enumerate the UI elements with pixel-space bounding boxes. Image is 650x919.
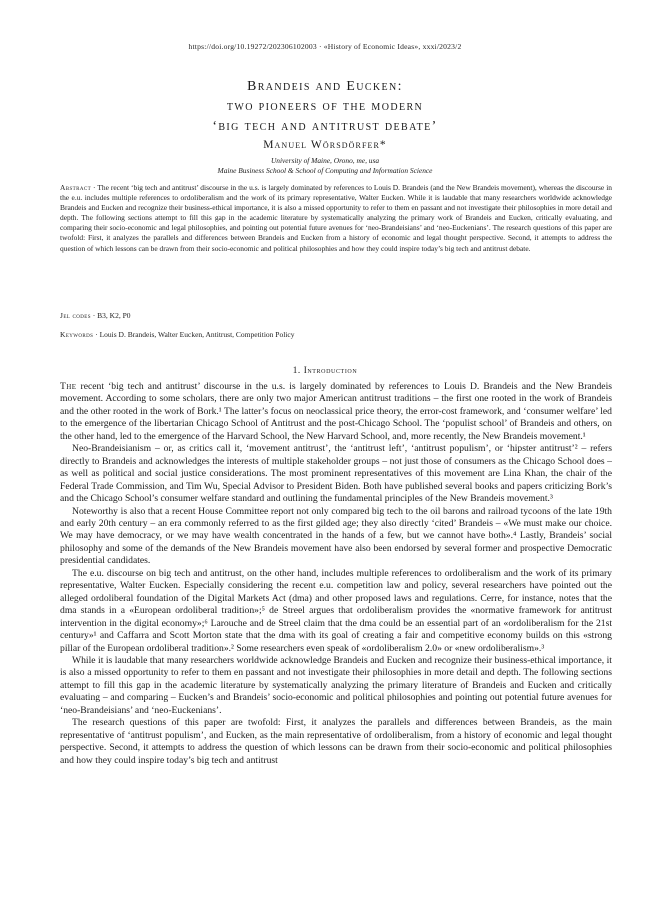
body-text xyxy=(60,381,612,767)
jel-label: Jel codes xyxy=(60,311,91,320)
keywords-text: · Louis D. Brandeis, Walter Eucken, Antitrust, Competition Policy xyxy=(93,330,295,339)
section-heading: 1. Introduction xyxy=(292,365,358,375)
abstract-text: · The recent ‘big tech and antitrust’ discourse in the u.s. is largely dominated by references to Louis D. Brandeis (and the New Brandeis movement), whereas the discourse in the e.u. includes multiple references to ordoliberalism and the work of its primary representative, Walter Eucken. While it is laudable that many researchers worldwide acknowledge Brandeis and Eucken and recognize their business-ethical importance, it is also a missed opportunity to refer to them en passant and not investigate their philosophies in more detail and depth. The following sections attempt to fill this gap in the academic literature by systematically analyzing the primary work of Brandeis and Eucken, critically evaluating, and comparing their socio-economic and legal philosophies, and pointing out potential future avenues for ‘neo-Brandeisians’ and ‘neo-Euckenians’. The research questions of this paper are twofold: First, it analyzes the parallels and differences between Brandeis and Eucken from a history of economic and legal thought perspective. Second, it attempts to address the question of which lessons can be drawn from their socio-economic and political philosophies and how they could inspire today’s big tech and antitrust debate. xyxy=(60,183,612,253)
paragraph-4: The e.u. discourse on big tech and antitrust, on the other hand, includes multiple references to ordoliberalism and the work of its primary representative, Walter Eucken. Especially considering the recent e.u. competition law and policy, several researchers have pointed out the alleged ordoliberal foundation of the Digital Markets Act (dma) and other proposed laws and regulations. Cerre, for instance, notes that the dma stands in a «European ordoliberal tradition»;⁵ de Streel argues that ordoliberalism provides the «normative framework for antitrust intervention in the digital economy»;⁶ Larouche and de Streel claim that the dma could be an essential part of an «ordoliberalism for the 21st century»¹ and Caffarra and Scott Morton state that the dma with its goal of creating a fair and competitive economy builds on this «strong pillar of the European ordoliberal tradition».² Some researchers even speak of «ordoliberalism 2.0» or «new ordoliberalism».³ xyxy=(60,567,612,654)
paragraph-5: While it is laudable that many researchers worldwide acknowledge Brandeis and Eucken and recognize their business-ethical importance, it is also a missed opportunity to refer to them en passant and not investigate their philosophies in more detail and depth. The following sections attempt to fill this gap in the academic literature by systematically analyzing the primary literature of Brandeis and Eucken and critically evaluating – and comparing – Eucken’s and Brandeis’ socio-economic and political philosophies and pointing out potential future avenues for ‘neo-Brandeisians’ and ‘neo-Euckenians’. xyxy=(60,654,612,716)
title-line-1: Brandeis and Eucken: xyxy=(247,78,403,93)
title-line-3: ‘big tech and antitrust debate’ xyxy=(212,118,438,133)
paragraph-1-text: recent ‘big tech and antitrust’ discourse in the u.s. is largely dominated by references to Louis D. Brandeis and the New Brandeis movement. According to some scholars, there are only two major American antitrust traditions – the first one rooted in the work of Brandeis and the other rooted in the work of Bork.¹ The latter’s focus on neoclassical price theory, the error-cost framework, and ‘consumer welfare’ led to the emergence of the libertarian Chicago School of Antitrust and the post-Chicago School. The ‘populist school’ of Brandeis and others, on the other hand, led to the emergence of the Harvard School, the New Harvard School, and, more recently, the New Brandeis movement.¹ xyxy=(60,381,612,442)
abstract xyxy=(60,183,612,254)
title-line-2: two pioneers of the modern xyxy=(226,98,424,113)
paragraph-3: Noteworthy is also that a recent House Committee report not only compared big tech to the oil barons and railroad tycoons of the late 19th and early 20th century – an era commonly referred to as the first gilded age; they also directly ‘cited’ Brandeis – «We must make our choice. We may have democracy, or we may have wealth concentrated in the hands of a few, but we cannot have both».⁴ Lastly, Brandeis’ social philosophy and some of the demands of the New Brandeis movement have also been endorsed by several former and prospective Democratic presidential candidates. xyxy=(60,505,612,567)
paragraph-2: Neo-Brandeisianism – or, as critics call it, ‘movement antitrust’, the ‘antitrust left’, ‘antitrust populism’, or ‘hipster antitrust’² – refers directly to Brandeis and acknowledges the interests of multiple stakeholder groups – not just those of consumers as the Chicago School does – as well as political and social justice considerations. The most prominent representatives of this movement are Lina Khan, the chair of the Federal Trade Commission, and Tim Wu, Special Advisor to President Biden. Both have published several books and papers criticizing Bork’s and the Chicago School’s consumer welfare standard and outlining the fundamental principles of the New Brandeis movement.³ xyxy=(60,443,612,505)
affiliation-university: University of Maine, Orono, me, usa xyxy=(270,156,380,165)
jel-codes xyxy=(60,311,612,320)
keywords xyxy=(60,330,612,339)
paragraph-1-lead: The xyxy=(60,381,77,392)
abstract-label: Abstract xyxy=(60,183,92,192)
jel-text: · B3, K2, P0 xyxy=(90,311,131,320)
paragraph-6: The research questions of this paper are twofold: First, it analyzes the parallels and differences between Brandeis, as the main representative of ‘antitrust populism’, and Eucken, as the main representative of ordoliberalism, from a history of economic and legal thought perspective. Second, it attempts to address the question of which lessons can be drawn from their socio-economic and political philosophies and how they could inspire today’s big tech and antitrust xyxy=(60,717,612,766)
keywords-label: Keywords xyxy=(60,330,94,339)
affiliation-school: Maine Business School & School of Computing and Information Science xyxy=(217,166,433,175)
running-head: https://doi.org/10.19272/202306102003 · «History of Economic Ideas», xxxi/2023/2 xyxy=(188,42,462,51)
paragraph-1 xyxy=(60,381,612,443)
article-title xyxy=(0,76,650,136)
author-name: Manuel Wörsdörfer* xyxy=(263,139,387,151)
